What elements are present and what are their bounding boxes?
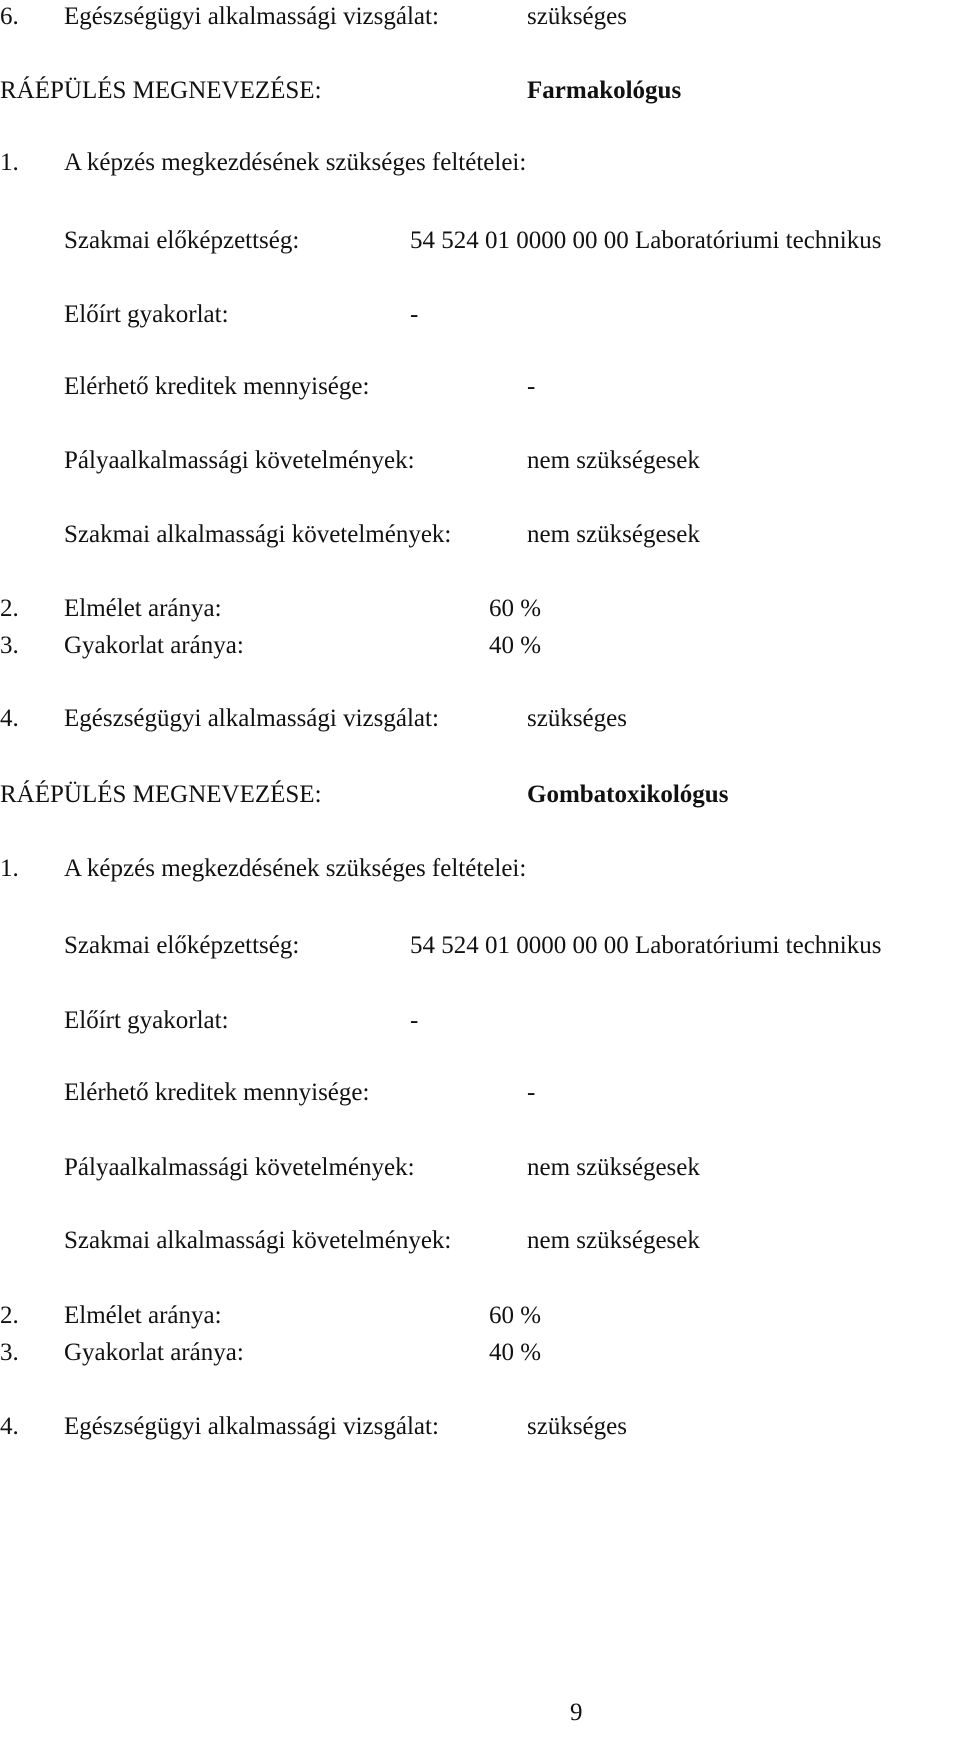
prior-qualification-label: Szakmai előképzettség: (64, 932, 300, 959)
health-exam-value: szükséges (527, 705, 627, 732)
health-exam-label: Egészségügyi alkalmassági vizsgálat: (64, 705, 439, 732)
credits-label: Elérhető kreditek mennyisége: (64, 373, 370, 400)
page-number: 9 (570, 1699, 583, 1726)
health-exam-label: Egészségügyi alkalmassági vizsgálat: (64, 1413, 439, 1440)
career-requirements-label: Pályaalkalmassági követelmények: (64, 1154, 415, 1181)
prerequisites-heading: A képzés megkezdésének szükséges feltételei: (64, 855, 527, 882)
theory-ratio-label: Elmélet aránya: (64, 595, 222, 622)
theory-ratio-label: Elmélet aránya: (64, 1302, 222, 1329)
career-requirements-value: nem szükségesek (527, 447, 700, 474)
required-practice-value: - (410, 301, 419, 328)
career-requirements-label: Pályaalkalmassági követelmények: (64, 447, 415, 474)
theory-ratio-value: 60 % (489, 1302, 542, 1329)
health-exam-value: szükséges (527, 1413, 627, 1440)
item-number: 1. (0, 855, 19, 882)
career-requirements-value: nem szükségesek (527, 1154, 700, 1181)
practice-ratio-value: 40 % (489, 632, 542, 659)
item-number: 1. (0, 149, 19, 176)
prior-qualification-value: 54 524 01 0000 00 00 Laboratóriumi technikus (410, 227, 882, 254)
professional-requirements-value: nem szükségesek (527, 521, 700, 548)
building-name: Farmakológus (527, 77, 682, 104)
building-label: RÁÉPÜLÉS MEGNEVEZÉSE: (0, 77, 322, 104)
health-exam-label: Egészségügyi alkalmassági vizsgálat: (64, 3, 439, 30)
credits-value: - (527, 373, 536, 400)
practice-ratio-label: Gyakorlat aránya: (64, 1339, 244, 1366)
required-practice-label: Előírt gyakorlat: (64, 301, 229, 328)
item-number: 3. (0, 632, 19, 659)
item-number: 3. (0, 1339, 19, 1366)
building-name: Gombatoxikológus (527, 781, 729, 808)
building-label: RÁÉPÜLÉS MEGNEVEZÉSE: (0, 781, 322, 808)
required-practice-value: - (410, 1007, 419, 1034)
professional-requirements-label: Szakmai alkalmassági követelmények: (64, 521, 452, 548)
practice-ratio-value: 40 % (489, 1339, 542, 1366)
prior-qualification-label: Szakmai előképzettség: (64, 227, 300, 254)
theory-ratio-value: 60 % (489, 595, 542, 622)
credits-label: Elérhető kreditek mennyisége: (64, 1079, 370, 1106)
prior-qualification-value: 54 524 01 0000 00 00 Laboratóriumi technikus (410, 932, 882, 959)
professional-requirements-value: nem szükségesek (527, 1227, 700, 1254)
prerequisites-heading: A képzés megkezdésének szükséges feltételei: (64, 149, 527, 176)
item-number: 6. (0, 3, 19, 30)
item-number: 4. (0, 1413, 19, 1440)
credits-value: - (527, 1079, 536, 1106)
professional-requirements-label: Szakmai alkalmassági követelmények: (64, 1227, 452, 1254)
item-number: 2. (0, 595, 19, 622)
required-practice-label: Előírt gyakorlat: (64, 1007, 229, 1034)
item-number: 2. (0, 1302, 19, 1329)
practice-ratio-label: Gyakorlat aránya: (64, 632, 244, 659)
item-number: 4. (0, 705, 19, 732)
health-exam-value: szükséges (527, 3, 627, 30)
